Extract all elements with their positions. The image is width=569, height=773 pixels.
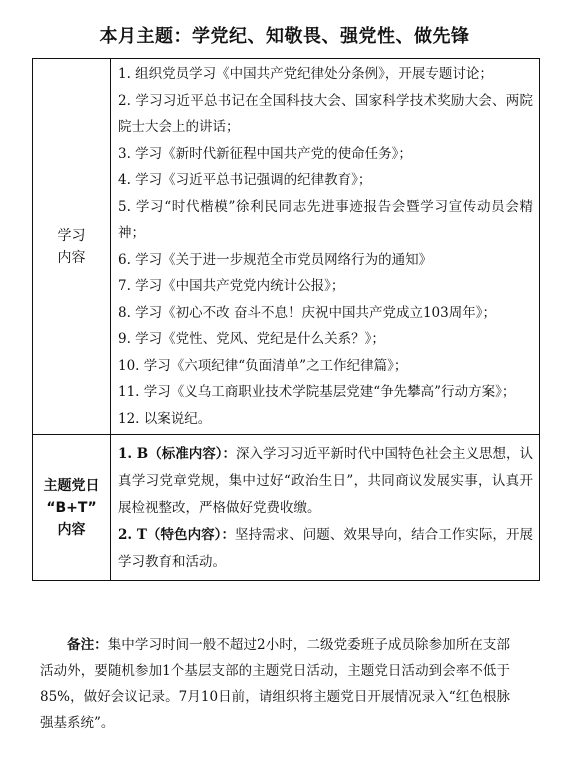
study-item: 7. 学习《中国共产党党内统计公报》；	[118, 278, 345, 294]
study-label-line1: 学习	[57, 227, 86, 244]
study-label-line2: 内容	[57, 249, 86, 266]
b-heading: 1. B（标准内容）：	[118, 446, 236, 462]
theme-day-row	[33, 435, 540, 581]
study-item: 4. 学习《习近平总书记强调的纪律教育》；	[118, 172, 372, 188]
theme-day-content-cell	[111, 435, 540, 581]
remarks-text: 集中学习时间一般不超过2小时，二级党委班子成员除参加所在支部活动外，要随机参加1个基层支部的主题党日活动，主题党日活动到会率不低于85%，做好会议记录。7月10日前，请组织将主题党日开展情况录入“红色根脉强基系统”。	[40, 637, 511, 731]
study-item: 8. 学习《初心不改 奋斗不息！庆祝中国共产党成立103周年》；	[118, 304, 496, 321]
t-heading: 2. T（特色内容）：	[118, 527, 236, 543]
study-item: 9. 学习《党性、党风、党纪是什么关系？》；	[118, 331, 385, 347]
study-item: 12. 以案说纪。	[118, 410, 212, 427]
study-item: 1. 组织党员学习《中国共产党纪律处分条例》，开展专题讨论；	[118, 66, 493, 82]
study-item: 6. 学习《关于进一步规范全市党员网络行为的通知》	[118, 251, 433, 268]
content-table	[32, 58, 540, 581]
study-item: 5. 学习“时代楷模”徐利民同志先进事迹报告会暨学习宣传动员会精神；	[118, 198, 533, 241]
page-title: 本月主题：学党纪、知敬畏、强党性、做先锋	[99, 26, 470, 47]
study-label-cell	[33, 59, 111, 435]
theme-day-label-line3: 内容	[57, 521, 86, 538]
study-item: 11. 学习《义乌工商职业技术学院基层党建“争先攀高”行动方案》；	[118, 384, 516, 400]
study-item: 10. 学习《六项纪律“负面清单”之工作纪律篇》；	[118, 357, 408, 374]
b-content	[118, 441, 533, 522]
b-text: 深入学习习近平新时代中国特色社会主义思想，认真学习党章党规，集中过好“政治生日”，共同商议发展实事，认真开展检视整改，严格做好党费收缴。	[118, 446, 533, 516]
study-item: 2. 学习习近平总书记在全国科技大会、国家科学技术奖励大会、两院院士大会上的讲话；	[118, 92, 533, 135]
t-text: 坚持需求、问题、效果导向，结合工作实际，开展学习教育和活动。	[118, 527, 533, 570]
study-row	[33, 59, 540, 435]
t-content	[118, 522, 533, 576]
theme-day-label-cell	[33, 435, 111, 581]
remarks-label: 备注：	[67, 637, 108, 653]
remarks	[40, 632, 510, 736]
study-item: 3. 学习《新时代新征程中国共产党的使命任务》；	[118, 145, 412, 162]
theme-day-label-line2: “B+T”	[46, 499, 97, 516]
study-items-cell	[111, 59, 540, 435]
theme-day-label-line1: 主题党日	[43, 477, 100, 494]
